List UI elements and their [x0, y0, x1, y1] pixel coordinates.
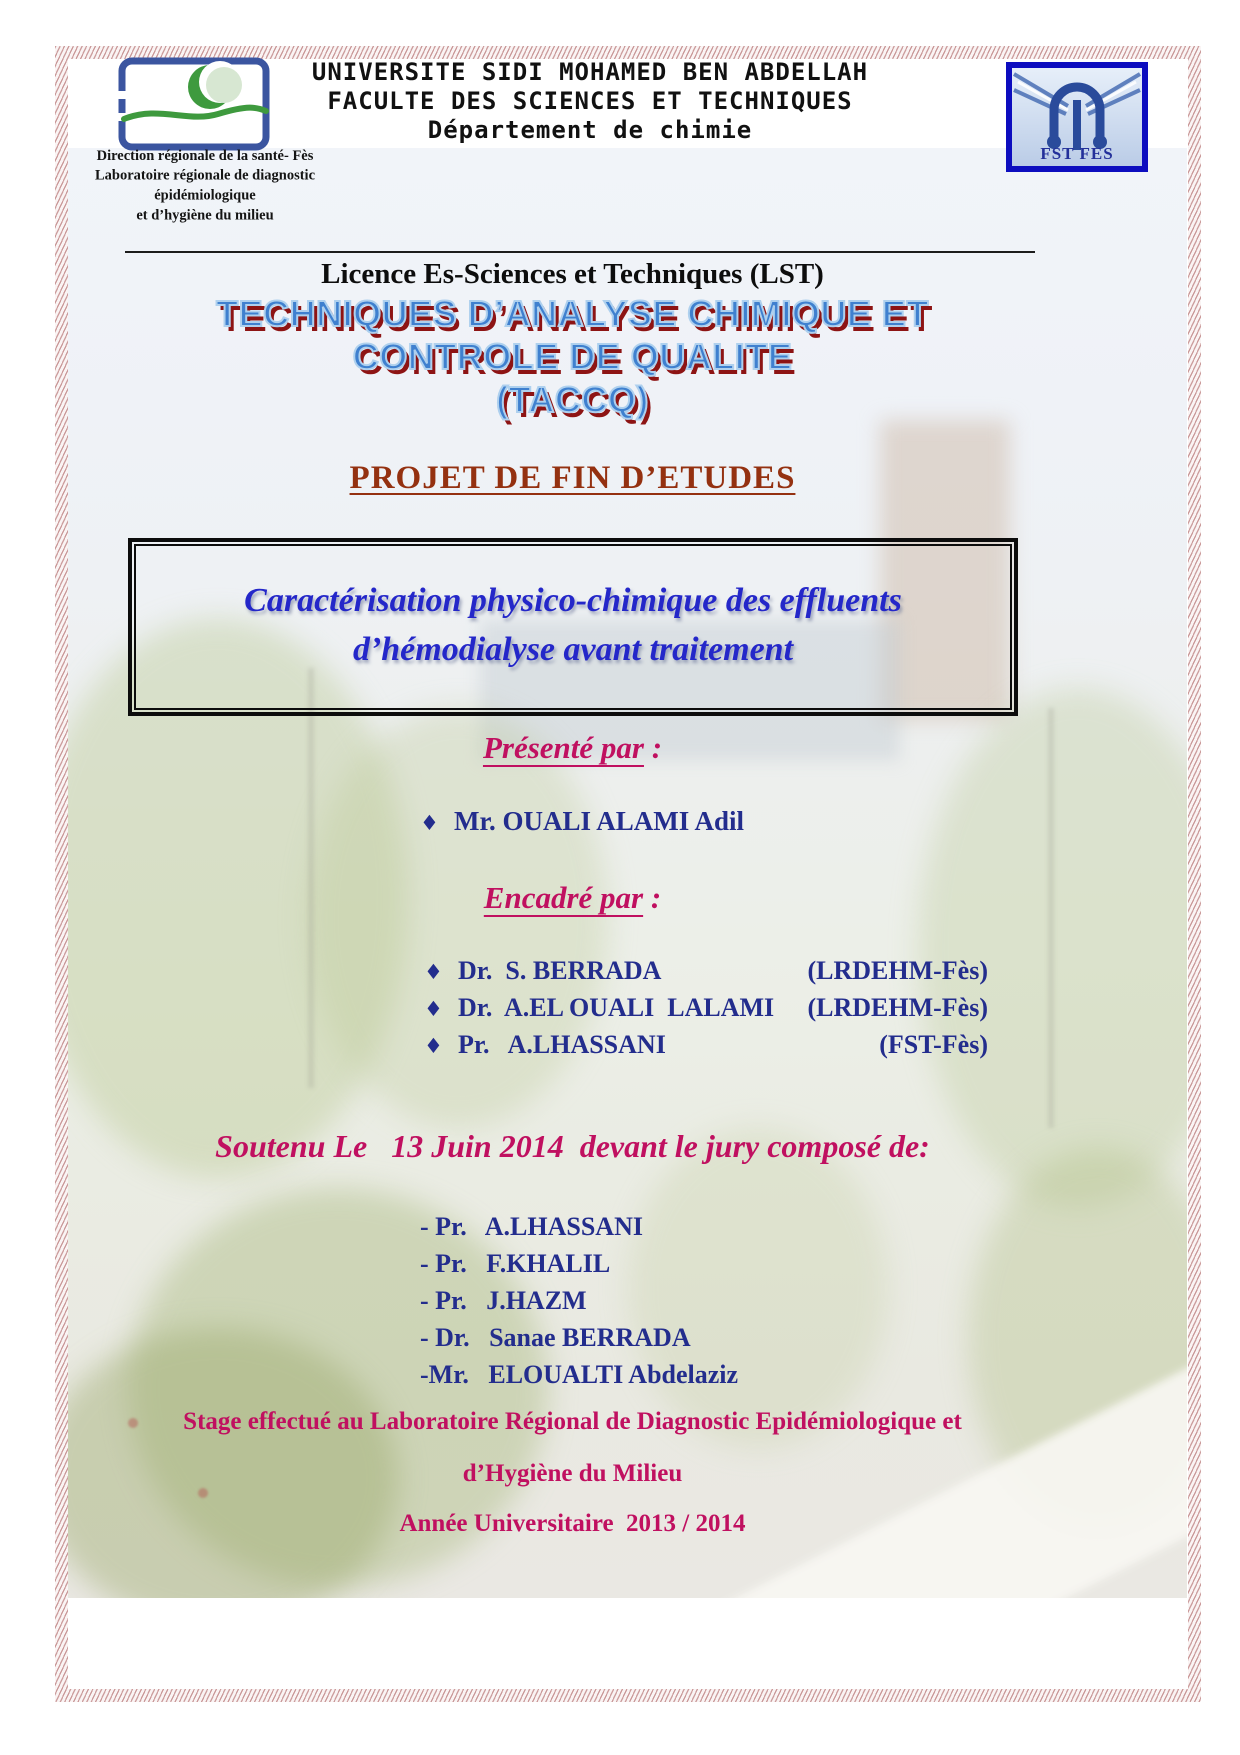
program-wordart [70, 292, 1075, 421]
presented-by-colon: : [643, 730, 663, 765]
diamond-bullet-icon: ♦ [424, 1034, 443, 1058]
fst-fes-logo-icon [1006, 62, 1148, 172]
supervisor-affiliation: (LRDEHM-Fès) [807, 993, 988, 1022]
wordart-line: TECHNIQUES D’ANALYSE CHIMIQUE ET [216, 293, 929, 334]
supervised-by-heading [70, 880, 1075, 916]
wordart-line: (TACCQ) [496, 379, 649, 420]
author-name: Mr. OUALI ALAMI Adil [454, 806, 745, 836]
supervisor-name: Dr. S. BERRADA [458, 956, 662, 985]
author-row [420, 806, 744, 837]
supervisor-affiliation: (FST-Fès) [879, 1030, 988, 1059]
presented-by-label: Présenté par [482, 730, 644, 765]
jury-member: - Dr. Sanae BERRADA [420, 1323, 691, 1352]
direction-line: Laboratoire régionale de diagnostic épidémiologique [94, 167, 316, 204]
diamond-bullet-icon: ♦ [424, 960, 443, 984]
presented-by-heading [70, 730, 1075, 766]
report-type-heading: PROJET DE FIN D’ETUDES [349, 460, 796, 496]
supervisor-list [424, 956, 988, 1067]
supervised-by-colon: : [643, 880, 662, 915]
thesis-title-line: d’hémodialyse avant traitement [352, 631, 794, 668]
supervisor-name: Pr. A.LHASSANI [458, 1030, 666, 1059]
thesis-title-line: Caractérisation physico-chimique des effluents [244, 582, 902, 619]
supervisor-row [424, 1030, 988, 1067]
internship-line: d’Hygiène du Milieu [462, 1460, 683, 1487]
diamond-bullet-icon: ♦ [420, 811, 439, 835]
faculty-name: FACULTE DES SCIENCES ET TECHNIQUES [327, 87, 853, 115]
background-flower [198, 1488, 208, 1498]
ministry-health-logo-icon [118, 57, 270, 151]
jury-member: - Pr. A.LHASSANI [420, 1212, 643, 1241]
university-name: UNIVERSITE SIDI MOHAMED BEN ABDELLAH [311, 58, 869, 86]
jury-member: - Pr. J.HAZM [420, 1286, 587, 1315]
direction-line: et d’hygiène du milieu [136, 207, 274, 224]
thesis-title-box [128, 538, 1018, 716]
defense-date-line: Soutenu Le 13 Juin 2014 devant le jury composé de: [215, 1128, 930, 1164]
internship-line: Stage effectué au Laboratoire Régional de Diagnostic Epidémiologique et [183, 1408, 962, 1435]
wordart-line: CONTROLE DE QUALITE [352, 336, 793, 377]
diamond-bullet-icon: ♦ [424, 997, 443, 1021]
jury-member: -Mr. ELOUALTI Abdelaziz [420, 1360, 739, 1389]
direction-line: Direction régionale de la santé- Fès [96, 147, 314, 164]
jury-member: - Pr. F.KHALIL [420, 1249, 611, 1278]
academic-year: Année Universitaire 2013 / 2014 [399, 1510, 746, 1537]
supervisor-name: Dr. A.EL OUALI LALAMI [458, 993, 775, 1022]
health-direction-block [62, 146, 348, 226]
fst-logo-label: FST FES [1040, 144, 1114, 163]
department-name: Département de chimie [427, 116, 753, 144]
supervisor-row [424, 993, 988, 1030]
institution-header [280, 58, 900, 145]
thesis-title-box-inner [134, 544, 1012, 710]
supervised-by-label: Encadré par [483, 880, 644, 915]
horizontal-divider [125, 251, 1035, 253]
supervisor-affiliation: (LRDEHM-Fès) [807, 956, 988, 985]
jury-list [420, 1208, 738, 1393]
degree-title: Licence Es-Sciences et Techniques (LST) [321, 258, 824, 290]
background-tree-trunk [1048, 708, 1054, 1128]
supervisor-row [424, 956, 988, 993]
